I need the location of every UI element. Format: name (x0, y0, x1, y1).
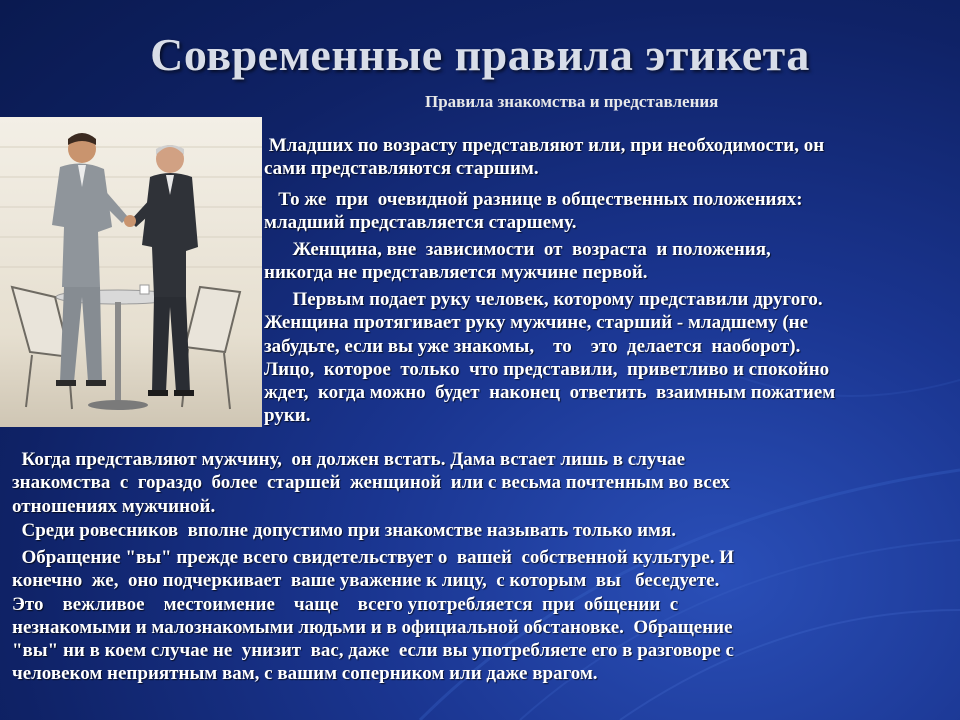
paragraph-introduction-age: Младших по возрасту представляют или, при необходимости, он сами представляются старшим. (264, 135, 825, 180)
slide-subtitle: Правила знакомства и представления (425, 92, 719, 111)
paragraph-formal-you: Обращение "вы" прежде всего свидетельствует о вашей собственной культуре. И конечно же, оно подчеркивает ваше уважение к лицу, с которым вы беседуете. Это вежливое местоимение чаще всего употребляется при общении с незнакомыми и малознакомыми людьми и в официальной обстановке. Обращение "вы" ни в коем случае не унизит вас, даже если вы употребляете его в разговоре с человеком неприятным вам, с вашим соперником или даже врагом. (12, 547, 735, 685)
paragraph-peers-names: Среди ровесников вполне допустимо при знакомстве называть только имя. (12, 520, 676, 541)
slide-title: Современные правила этикета (150, 29, 810, 80)
paragraph-social-position: То же при очевидной разнице в общественных положениях: младший представляется старшему. (264, 189, 803, 234)
paragraph-handshake: Первым подает руку человек, которому представили другого. Женщина протягивает руку мужчине, старший - младшему (не забудьте, если вы уже знакомы, то это делается наоборот). Лицо, которое только что представили, приветливо и спокойно ждет, когда можно будет наконец ответить взаимным пожатием руки. (264, 289, 836, 427)
paragraph-man-stands: Когда представляют мужчину, он должен встать. Дама встает лишь в случае знакомства с гораздо более старшей женщиной или с весьма почтенным во всех отношениях мужчиной. (12, 449, 730, 517)
handshake-photo (0, 117, 262, 427)
paragraph-woman-introduction: Женщина, вне зависимости от возраста и положения, никогда не представляется мужчине первой. (264, 239, 771, 284)
